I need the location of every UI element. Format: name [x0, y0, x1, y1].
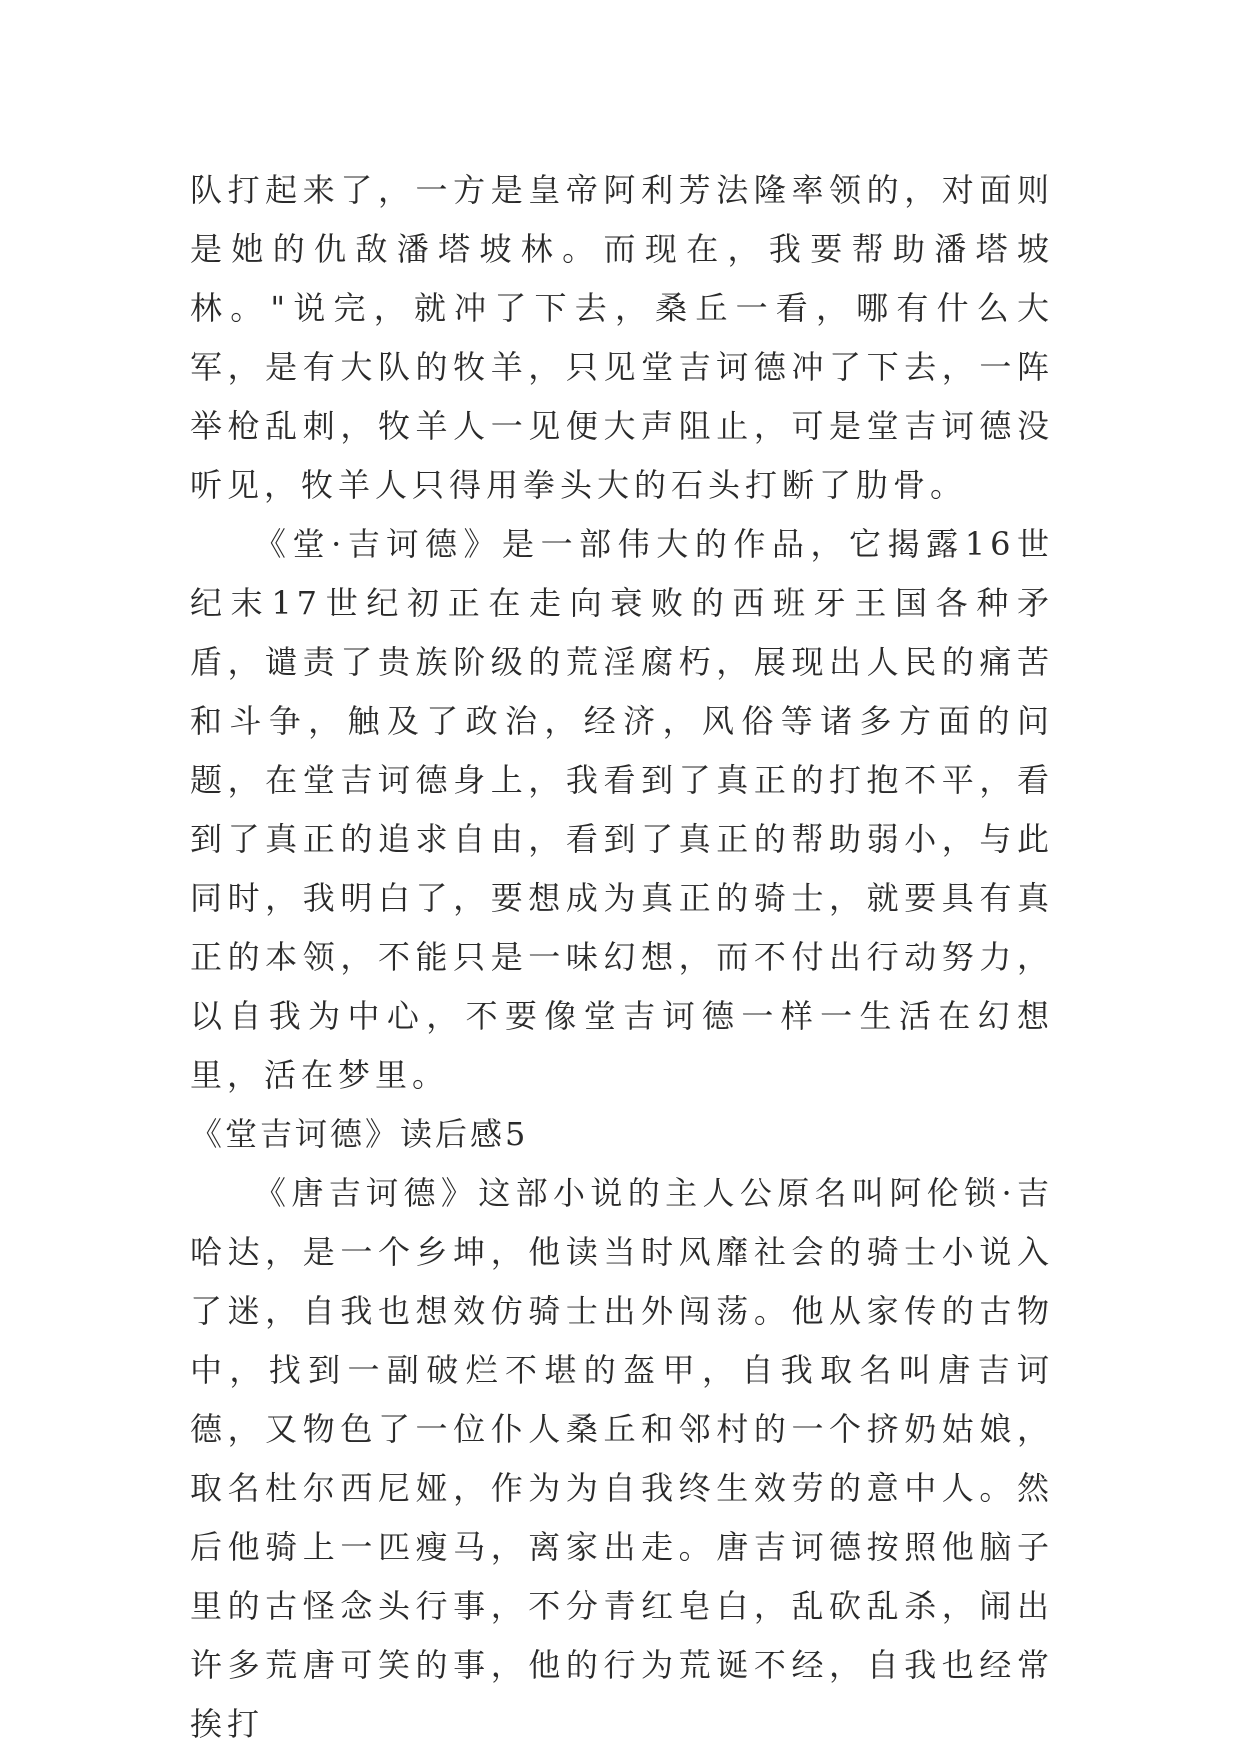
paragraph-story-summary: 《唐吉诃德》这部小说的主人公原名叫阿伦锁·吉哈达，是一个乡坤，他读当时风靡社会的骑士小说入了迷，自我也想效仿骑士出外闯荡。他从家传的古物中，找到一副破烂不堪的盔甲，自我取名叫唐吉诃德，又物色了一位仆人桑丘和邻村的一个挤奶姑娘，取名杜尔西尼娅，作为为自我终生效劳的意中人。然后他骑上一匹瘦马，离家出走。唐吉诃德按照他脑子里的古怪念头行事，不分青红皂白，乱砍乱杀，闹出许多荒唐可笑的事，他的行为荒诞不经，自我也经常挨打 [190, 1174, 1054, 1743]
paragraph-work-evaluation: 《堂·吉诃德》是一部伟大的作品，它揭露16世纪末17世纪初正在走向衰败的西班牙王国各种矛盾，谴责了贵族阶级的荒淫腐朽，展现出人民的痛苦和斗争，触及了政治，经济，风俗等诸多方面的问题，在堂吉诃德身上，我看到了真正的打抱不平，看到了真正的追求自由，看到了真正的帮助弱小，与此同时，我明白了，要想成为真正的骑士，就要具有真正的本领，不能只是一味幻想，而不付出行动努力，以自我为中心，不要像堂吉诃德一样一生活在幻想里，活在梦里。 [190, 525, 1054, 1094]
paragraph-battle-continuation: 队打起来了，一方是皇帝阿利芳法隆率领的，对面则是她的仇敌潘塔坡林。而现在，我要帮助潘塔坡林。"说完，就冲了下去，桑丘一看，哪有什么大军，是有大队的牧羊，只见堂吉诃德冲了下去，一阵举枪乱刺，牧羊人一见便大声阻止，可是堂吉诃德没听见，牧羊人只得用拳头大的石头打断了肋骨。 [190, 171, 1054, 504]
section-heading: 《堂吉诃德》读后感5 [190, 1115, 529, 1153]
document-page [190, 161, 1054, 1754]
